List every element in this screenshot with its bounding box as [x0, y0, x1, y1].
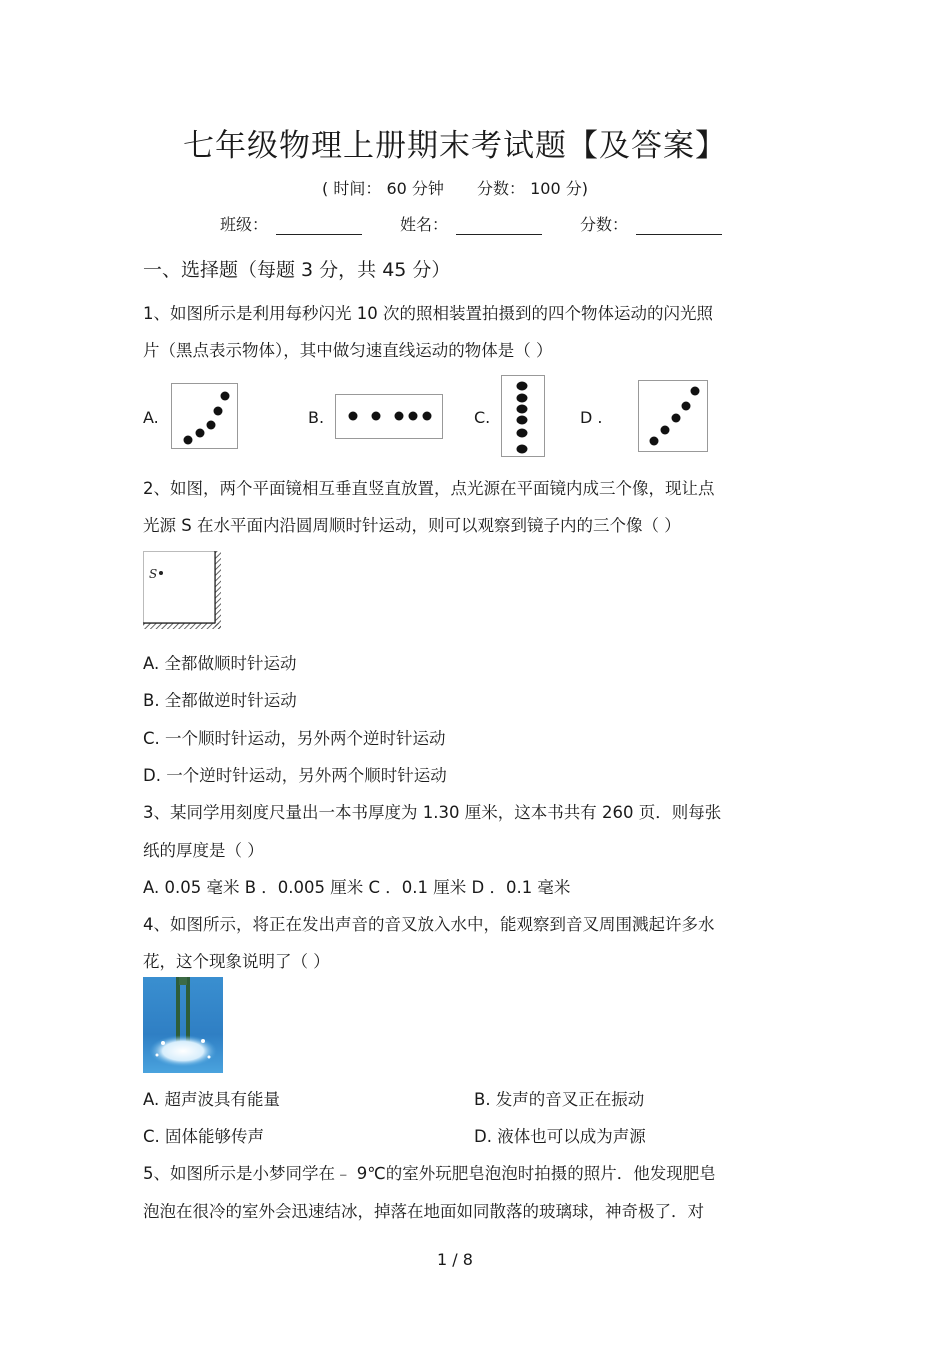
- droplet: [156, 1054, 159, 1057]
- q4-tuning-fork-photo: [143, 977, 223, 1073]
- q2-mirror-figure: [143, 551, 223, 631]
- score-label: 分数：: [580, 215, 629, 234]
- point-source-dot: [159, 571, 163, 575]
- q4-option-a: A. 超声波具有能量: [143, 1090, 280, 1109]
- horizontal-mirror: [143, 623, 221, 629]
- q1-line2: 片（黑点表示物体），其中做匀速直线运动的物体是（ ）: [143, 341, 553, 360]
- name-blank[interactable]: [456, 216, 542, 235]
- dot: [214, 407, 223, 416]
- dot: [196, 429, 205, 438]
- dot: [409, 412, 418, 421]
- dot: [207, 421, 216, 430]
- exam-total-score: 分数： 100 分): [477, 179, 588, 198]
- dot: [517, 429, 528, 438]
- name-field[interactable]: [400, 212, 542, 235]
- q4-option-d: D. 液体也可以成为声源: [474, 1127, 646, 1146]
- q4-option-c: C. 固体能够传声: [143, 1127, 265, 1146]
- q2-option-c: C. 一个顺时针运动，另外两个逆时针运动: [143, 729, 446, 748]
- q1-figure-c: [501, 375, 545, 457]
- dot: [517, 416, 528, 425]
- dot: [372, 412, 381, 421]
- q1-option-d-label: D .: [580, 408, 603, 427]
- page-title: 七年级物理上册期末考试题【及答案】: [183, 128, 727, 164]
- page-number: 1 / 8: [437, 1250, 473, 1269]
- q1-option-a-label: A.: [143, 408, 159, 427]
- q2-line2: 光源 S 在水平面内沿圆周顺时针运动，则可以观察到镜子内的三个像（ ）: [143, 516, 681, 535]
- q3-line2: 纸的厚度是（ ）: [143, 841, 264, 860]
- dot: [672, 414, 681, 423]
- class-blank[interactable]: [276, 216, 362, 235]
- dot: [517, 445, 528, 454]
- q5-line2: 泡泡在很冷的室外会迅速结冰，掉落在地面如同散落的玻璃球，神奇极了．对: [143, 1202, 704, 1221]
- score-field[interactable]: [580, 212, 722, 235]
- student-info-fields: [220, 212, 760, 235]
- dot: [661, 426, 670, 435]
- dot: [395, 412, 404, 421]
- dot: [517, 405, 528, 414]
- dot: [517, 394, 528, 403]
- water-splash: [149, 1035, 217, 1067]
- dot: [691, 387, 700, 396]
- class-label: 班级：: [220, 215, 269, 234]
- q1-figure-b: [335, 394, 443, 439]
- q5-line1: 5、如图所示是小梦同学在﹣ 9℃的室外玩肥皂泡泡时拍摄的照片．他发现肥皂: [143, 1164, 716, 1183]
- q3-options: A. 0.05 毫米 B ．0.005 厘米 C ．0.1 厘米 D ．0.1 毫米: [143, 878, 571, 897]
- fork-stem: [179, 977, 187, 985]
- dot: [682, 402, 691, 411]
- class-field[interactable]: [220, 212, 362, 235]
- q4-line2: 花，这个现象说明了（ ）: [143, 952, 330, 971]
- section-heading: 一、选择题（每题 3 分，共 45 分）: [143, 259, 451, 281]
- dot: [517, 382, 528, 391]
- q2-line1: 2、如图，两个平面镜相互垂直竖直放置，点光源在平面镜内成三个像，现让点: [143, 479, 715, 498]
- q2-option-b: B. 全都做逆时针运动: [143, 691, 297, 710]
- q1-figure-a: [171, 383, 238, 449]
- exam-info: [0, 176, 950, 199]
- dot: [221, 392, 230, 401]
- score-blank[interactable]: [636, 216, 722, 235]
- q3-line1: 3、某同学用刻度尺量出一本书厚度为 1.30 厘米，这本书共有 260 页．则每张: [143, 803, 722, 822]
- dot: [184, 436, 193, 445]
- dot: [349, 412, 358, 421]
- q2-option-a: A. 全都做顺时针运动: [143, 654, 297, 673]
- q4-line1: 4、如图所示，将正在发出声音的音叉放入水中，能观察到音叉周围溅起许多水: [143, 915, 715, 934]
- droplet: [161, 1041, 165, 1045]
- vertical-mirror: [215, 551, 221, 629]
- exam-time: ( 时间： 60 分钟: [322, 179, 444, 198]
- q2-option-d: D. 一个逆时针运动，另外两个顺时针运动: [143, 766, 447, 785]
- name-label: 姓名：: [400, 215, 449, 234]
- q2-figure-frame: [144, 552, 216, 624]
- q1-figure-d: [638, 380, 708, 452]
- droplet: [201, 1039, 205, 1043]
- q4-option-b: B. 发声的音叉正在振动: [474, 1090, 645, 1109]
- point-source-label: S: [149, 567, 158, 581]
- q1-option-c-label: C.: [474, 408, 491, 427]
- q1-option-b-label: B.: [308, 408, 325, 427]
- dot: [650, 437, 659, 446]
- q1-line1: 1、如图所示是利用每秒闪光 10 次的照相装置拍摄到的四个物体运动的闪光照: [143, 304, 713, 323]
- droplet: [208, 1056, 211, 1059]
- dot: [423, 412, 432, 421]
